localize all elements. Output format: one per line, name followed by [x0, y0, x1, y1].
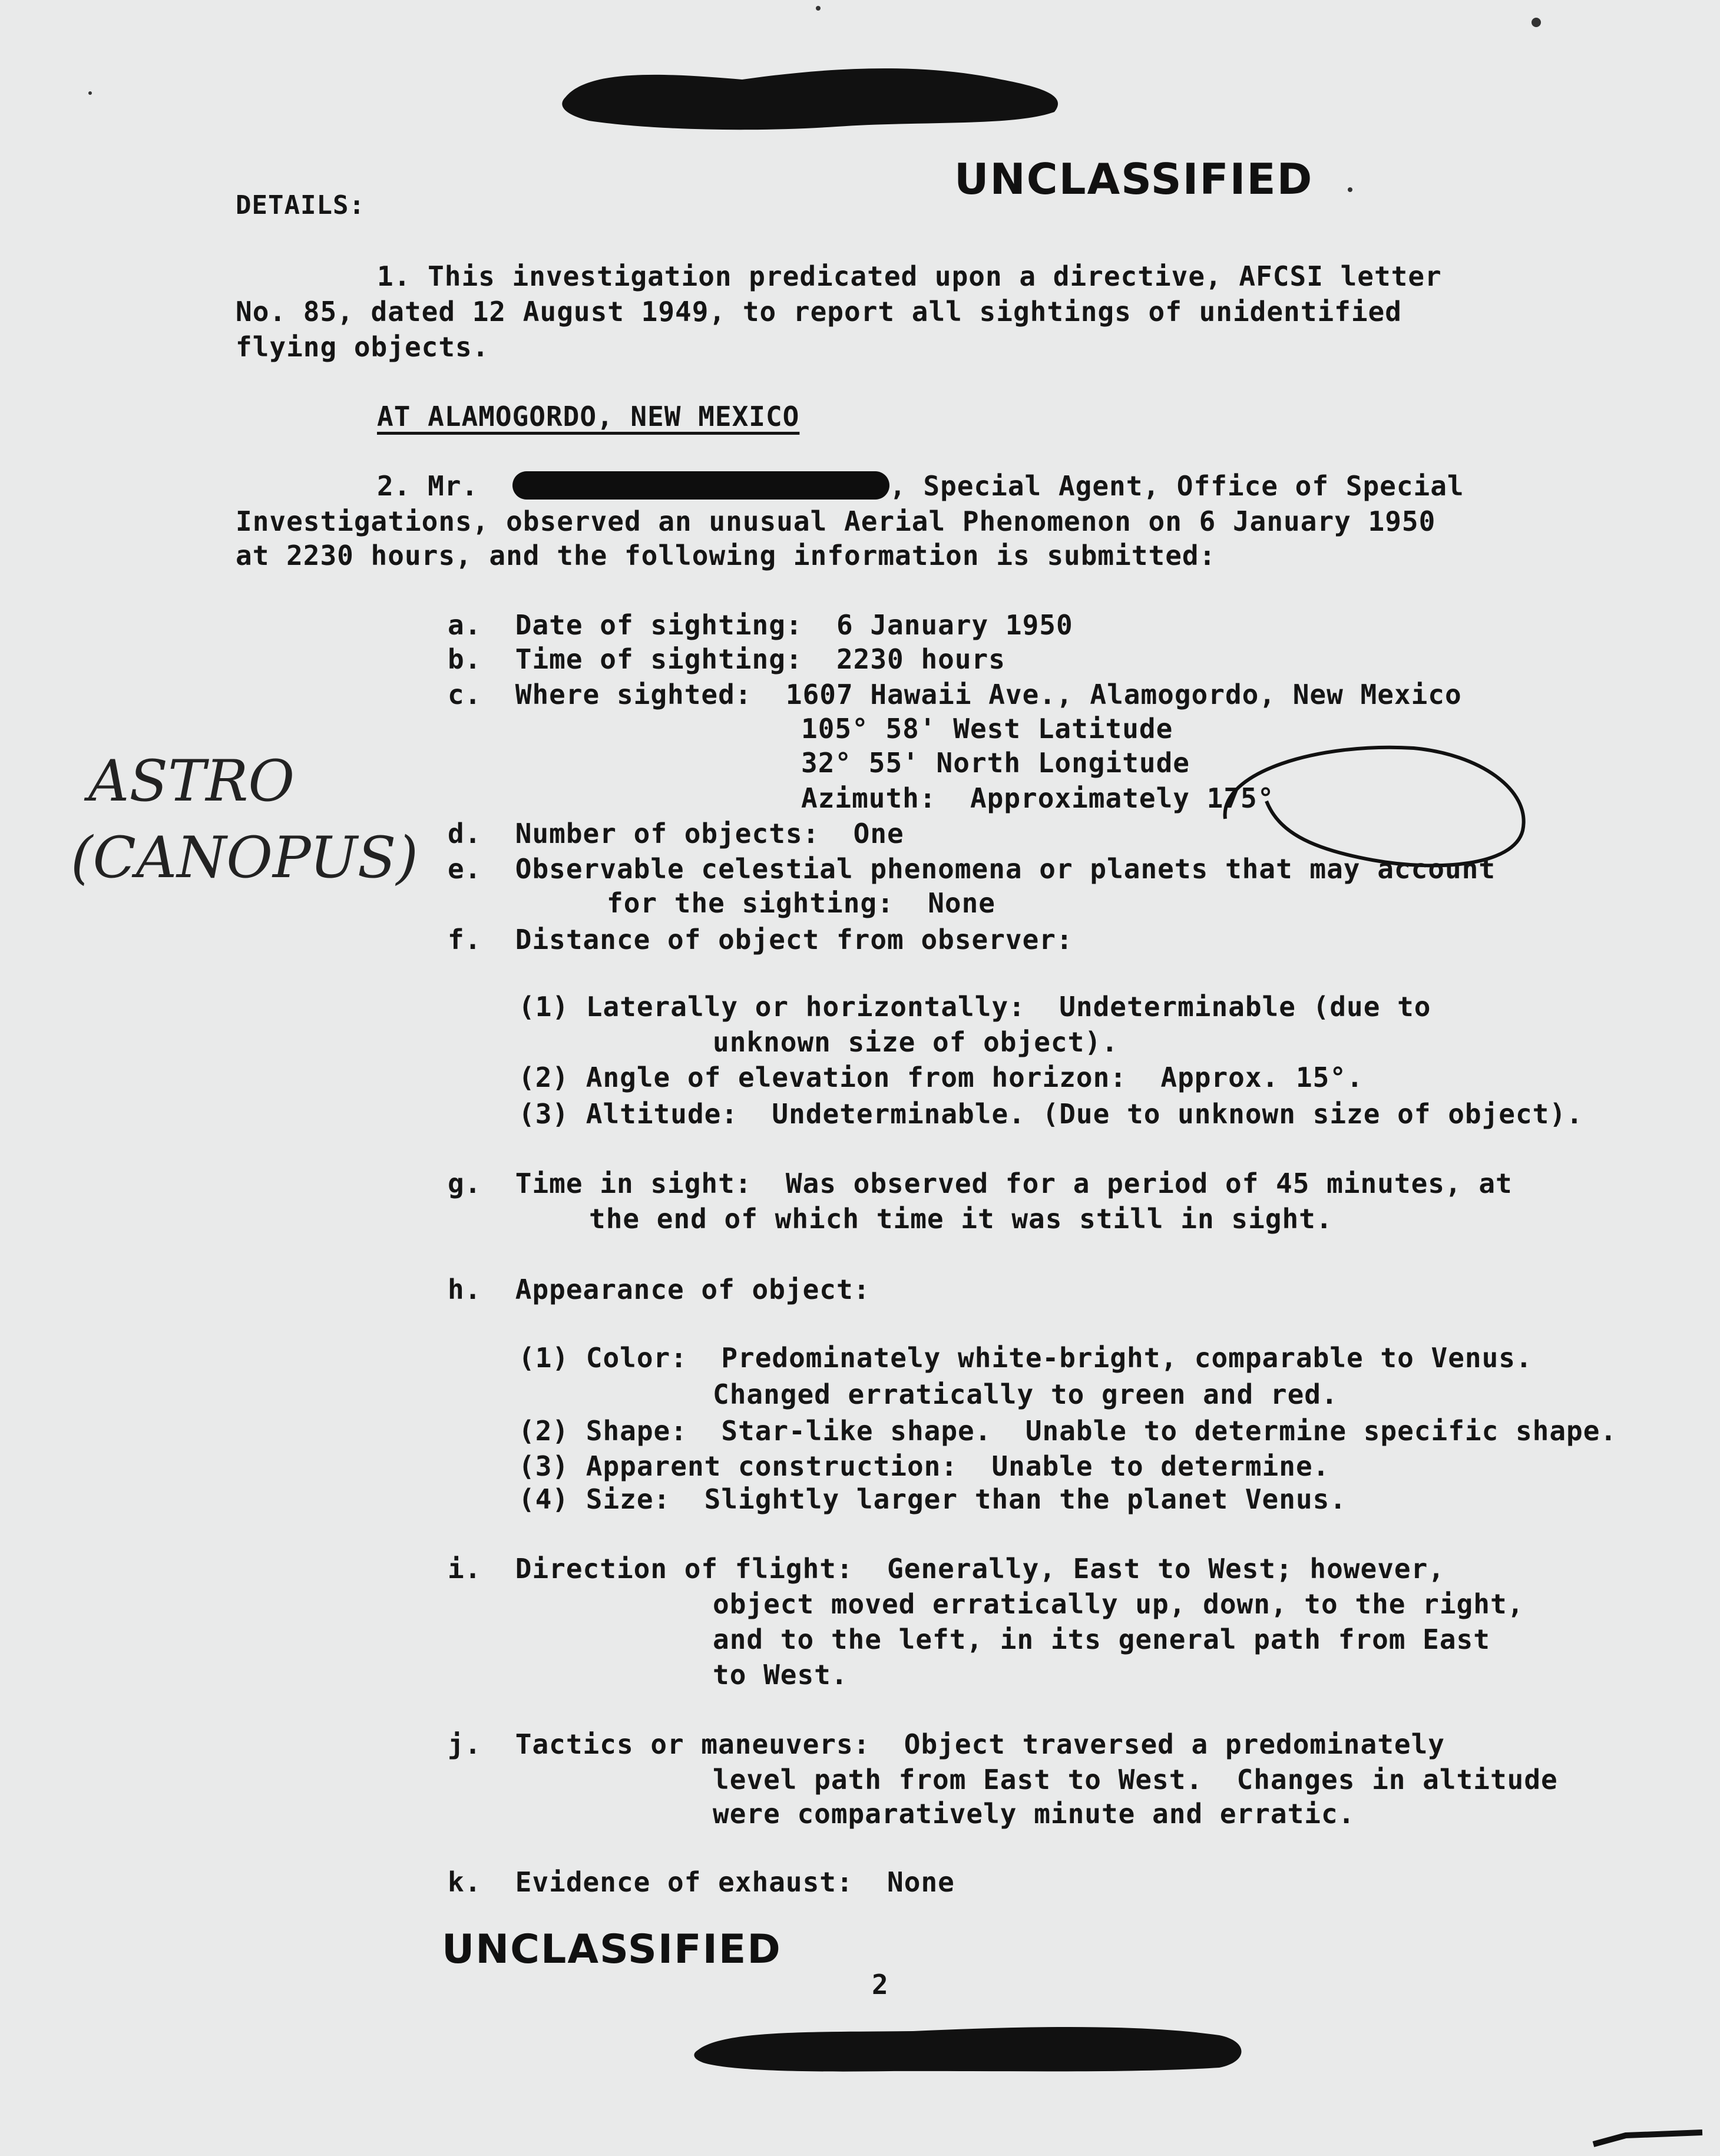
- item-f1: (1) Laterally or horizontally: Undeterminable (due to: [518, 991, 1431, 1023]
- item-k: k. Evidence of exhaust: None: [448, 1866, 955, 1898]
- item-h2: (2) Shape: Star-like shape. Unable to determine specific shape.: [518, 1415, 1618, 1447]
- item-g-line2: the end of which time it was still in sight.: [589, 1203, 1333, 1235]
- page-number: 2: [872, 1969, 889, 2000]
- item-c-latitude: 105° 58' West Latitude: [801, 713, 1173, 745]
- item-c-longitude: 32° 55' North Longitude: [801, 747, 1190, 779]
- item-j: j. Tactics or maneuvers: Object traversed a predominately: [448, 1728, 1445, 1760]
- top-redaction-mark: [554, 56, 1072, 138]
- item-f1-line2: unknown size of object).: [713, 1026, 1119, 1058]
- item-e-line2: for the sighting: None: [607, 887, 995, 919]
- para2-line3: at 2230 hours, and the following information is submitted:: [236, 540, 1216, 571]
- item-h4: (4) Size: Slightly larger than the planet Venus.: [518, 1483, 1347, 1515]
- item-i-line4: to West.: [713, 1659, 848, 1691]
- unclassified-stamp-top: UNCLASSIFIED: [954, 154, 1314, 204]
- para1-line3: flying objects.: [236, 331, 489, 363]
- corner-mark: [1590, 2121, 1708, 2150]
- item-h: h. Appearance of object:: [448, 1274, 871, 1305]
- item-h1-line2: Changed erratically to green and red.: [713, 1378, 1338, 1410]
- para2-lead: 2. Mr.: [377, 470, 479, 502]
- scan-speck: [1532, 18, 1541, 27]
- para1-line1: 1. This investigation predicated upon a directive, AFCSI letter: [377, 260, 1442, 292]
- scan-speck: [1348, 187, 1352, 192]
- name-redaction: [512, 471, 889, 500]
- item-j-line2: level path from East to West. Changes in altitude: [713, 1764, 1558, 1795]
- scan-speck: [816, 6, 821, 11]
- para1-line2: No. 85, dated 12 August 1949, to report all sightings of unidentified: [236, 296, 1402, 328]
- item-i-line2: object moved erratically up, down, to the right,: [713, 1588, 1524, 1620]
- item-f3: (3) Altitude: Undeterminable. (Due to unknown size of object).: [518, 1098, 1583, 1130]
- item-d: d. Number of objects: One: [448, 818, 904, 849]
- item-h1: (1) Color: Predominately white-bright, comparable to Venus.: [518, 1342, 1533, 1374]
- handwritten-note-astro: ASTRO: [88, 748, 295, 814]
- handwritten-note-canopus: (CANOPUS): [71, 825, 418, 891]
- para2-line2: Investigations, observed an unusual Aerial Phenomenon on 6 January 1950: [236, 505, 1436, 537]
- item-j-line3: were comparatively minute and erratic.: [713, 1798, 1355, 1830]
- item-b: b. Time of sighting: 2230 hours: [448, 643, 1005, 675]
- item-h3: (3) Apparent construction: Unable to determine.: [518, 1450, 1330, 1482]
- item-c-azimuth: Azimuth: Approximately 175°: [801, 782, 1275, 814]
- unclassified-stamp-bottom: UNCLASSIFIED: [442, 1926, 782, 1973]
- item-i: i. Direction of flight: Generally, East to West; however,: [448, 1553, 1445, 1585]
- item-f2: (2) Angle of elevation from horizon: Approx. 15°.: [518, 1062, 1364, 1093]
- item-e: e. Observable celestial phenomena or planets that may account: [448, 853, 1496, 885]
- item-c: c. Where sighted: 1607 Hawaii Ave., Alamogordo, New Mexico: [448, 679, 1462, 710]
- bottom-redaction-mark: [689, 2015, 1255, 2085]
- location-heading: AT ALAMOGORDO, NEW MEXICO: [377, 401, 800, 432]
- item-f: f. Distance of object from observer:: [448, 924, 1073, 955]
- para2-rest: , Special Agent, Office of Special: [889, 470, 1464, 502]
- item-a: a. Date of sighting: 6 January 1950: [448, 609, 1073, 641]
- details-label: DETAILS:: [236, 190, 365, 220]
- scan-speck: [88, 91, 92, 95]
- item-i-line3: and to the left, in its general path from East: [713, 1623, 1490, 1655]
- item-g: g. Time in sight: Was observed for a period of 45 minutes, at: [448, 1168, 1513, 1199]
